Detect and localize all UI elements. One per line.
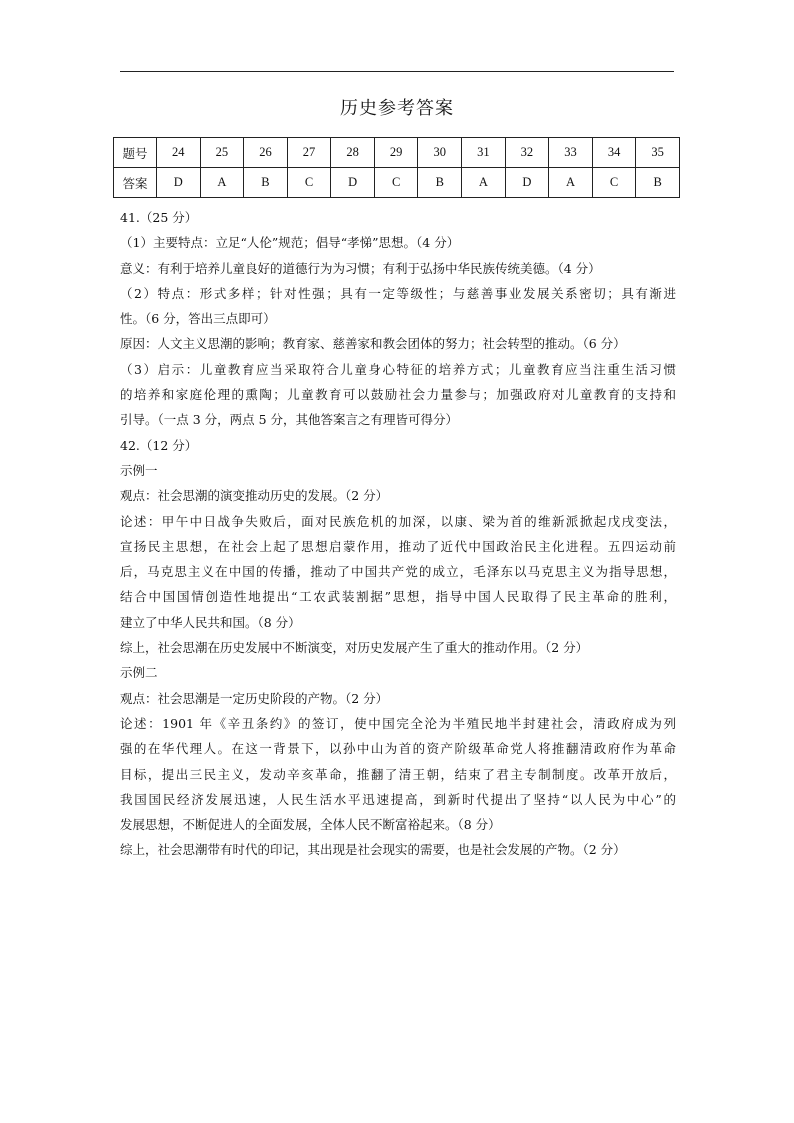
answer-cell: C (592, 168, 636, 198)
question-42-heading: 42.（12 分） (120, 437, 198, 453)
answer-cell: C (287, 168, 331, 198)
page-title: 历史参考答案 (340, 98, 454, 119)
text-line: 论述：甲午中日战争失败后，面对民族危机的加深，以康、梁为首的维新派掀起戊戌变法， (120, 513, 676, 529)
question-number: 27 (287, 138, 331, 168)
text-line: 结合中国国情创造性地提出“工农武装割据”思想，指导中国人民取得了民主革命的胜利， (120, 589, 676, 605)
table-row-numbers (114, 138, 680, 168)
question-number: 30 (418, 138, 462, 168)
text-line: （2）特点：形式多样；针对性强；具有一定等级性；与慈善事业发展关系密切；具有渐进 (120, 285, 676, 301)
answer-cell: D (505, 168, 549, 198)
text-line: 观点：社会思潮是一定历史阶段的产物。（2 分） (120, 690, 389, 706)
text-line: 强的在华代理人。在这一背景下，以孙中山为首的资产阶级革命党人将推翻清政府作为革命 (120, 741, 676, 757)
question-number: 33 (549, 138, 593, 168)
example-heading: 示例二 (120, 665, 158, 681)
question-number: 28 (331, 138, 375, 168)
question-number: 31 (462, 138, 506, 168)
example-heading: 示例一 (120, 462, 158, 478)
question-41-heading: 41.（25 分） (120, 210, 198, 225)
text-line: 发展思想，不断促进人的全面发展，全体人民不断富裕起来。（8 分） (120, 817, 501, 833)
text-line: 后，马克思主义在中国的传播，推动了中国共产党的成立，毛泽东以马克思主义为指导思想， (120, 564, 676, 580)
text-line: 综上，社会思潮带有时代的印记，其出现是社会现实的需要，也是社会发展的产物。（2 分） (120, 842, 626, 858)
answer-cell: B (418, 168, 462, 198)
answer-cell: A (462, 168, 506, 198)
answer-cell: A (200, 168, 244, 198)
text-line: 综上，社会思潮在历史发展中不断演变，对历史发展产生了重大的推动作用。（2 分） (120, 640, 589, 656)
header-rule (120, 71, 674, 72)
question-number: 35 (636, 138, 680, 168)
answer-content (120, 205, 676, 863)
text-line: （1）主要特点：立足“人伦”规范；倡导“孝悌”思想。（4 分） (120, 235, 460, 251)
row-label-question-number: 题号 (114, 138, 157, 168)
question-number: 25 (200, 138, 244, 168)
text-line: 论述：1901 年《辛丑条约》的签订，使中国完全沦为半殖民地半封建社会，清政府成为列 (120, 715, 676, 731)
answer-cell: D (157, 168, 201, 198)
text-line: 意义：有利于培养儿童良好的道德行为为习惯；有利于弘扬中华民族传统美德。（4 分） (120, 260, 601, 276)
text-line: 引导。（一点 3 分，两点 5 分，其他答案言之有理皆可得分） (120, 412, 459, 428)
table-row-answers (114, 168, 680, 198)
text-line: 的培养和家庭伦理的熏陶；儿童教育可以鼓励社会力量参与；加强政府对儿童教育的支持和 (120, 387, 676, 403)
answer-cell: B (244, 168, 288, 198)
text-line: 观点：社会思潮的演变推动历史的发展。（2 分） (120, 488, 389, 504)
answer-cell: C (374, 168, 418, 198)
answer-cell: B (636, 168, 680, 198)
answer-cell: D (331, 168, 375, 198)
answer-cell: A (549, 168, 593, 198)
answer-table (113, 137, 680, 198)
question-number: 29 (374, 138, 418, 168)
question-number: 24 (157, 138, 201, 168)
text-line: （3）启示：儿童教育应当采取符合儿童身心特征的培养方式；儿童教育应当注重生活习惯 (120, 361, 676, 377)
text-line: 原因：人文主义思潮的影响；教育家、慈善家和教会团体的努力；社会转型的推动。（6 分） (120, 336, 626, 352)
text-line: 性。（6 分，答出三点即可） (120, 311, 276, 327)
text-line: 目标，提出三民主义，发动辛亥革命，推翻了清王朝，结束了君主专制制度。改革开放后， (120, 766, 676, 782)
question-number: 26 (244, 138, 288, 168)
text-line: 宣扬民主思想，在社会上起了思想启蒙作用，推动了近代中国政治民主化进程。五四运动前 (120, 538, 676, 554)
text-line: 建立了中华人民共和国。（8 分） (120, 614, 301, 630)
question-number: 34 (592, 138, 636, 168)
question-number: 32 (505, 138, 549, 168)
text-line: 我国国民经济发展迅速，人民生活水平迅速提高，到新时代提出了坚持“以人民为中心”的 (120, 791, 676, 807)
row-label-answer: 答案 (114, 168, 157, 198)
